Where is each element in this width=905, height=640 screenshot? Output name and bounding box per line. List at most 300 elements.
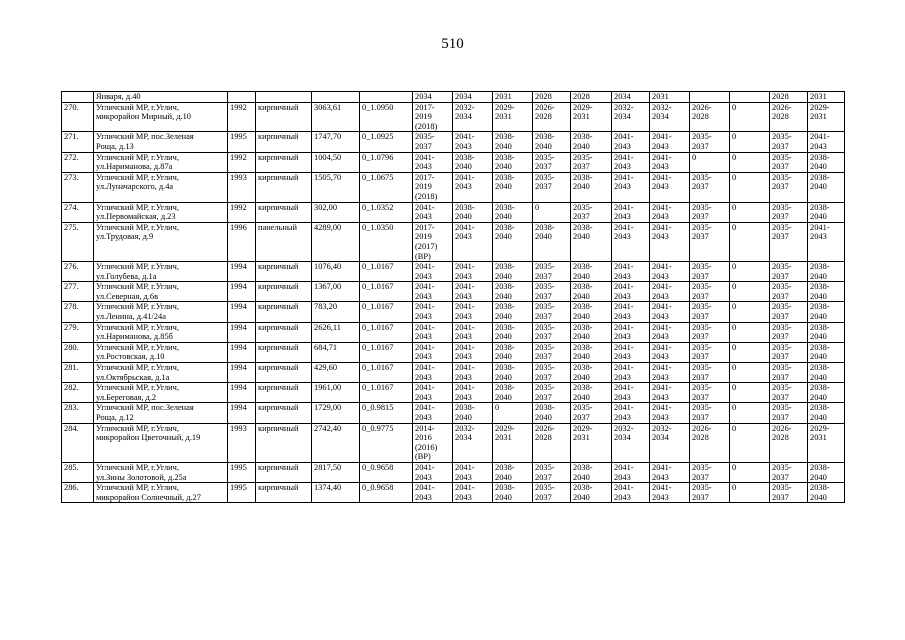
cell-period-6: 2041- 2043 — [612, 152, 650, 172]
cell-period-8: 2026- 2028 — [690, 423, 730, 462]
cell-period-11: 2041- 2043 — [808, 132, 845, 152]
cell-wall-material: кирпичный — [256, 302, 312, 322]
table-row — [62, 342, 845, 362]
cell-period-6: 2041- 2043 — [612, 383, 650, 403]
cell-period-8 — [690, 92, 730, 103]
cell-period-1: 2017- 2019 (2017) (ВР) — [413, 222, 453, 261]
cell-period-1: 2041- 2043 — [413, 322, 453, 342]
cell-period-4: 2035- 2037 — [533, 302, 571, 322]
cell-wall-material: кирпичный — [256, 282, 312, 302]
cell-row-number: 272. — [62, 152, 94, 172]
cell-period-7: 2041- 2043 — [650, 483, 690, 503]
cell-wall-material: кирпичный — [256, 483, 312, 503]
cell-period-11: 2038- 2040 — [808, 152, 845, 172]
cell-period-3: 2038- 2040 — [493, 202, 533, 222]
cell-period-11: 2038- 2040 — [808, 172, 845, 202]
cell-priority-index: 0_1.0925 — [360, 132, 413, 152]
cell-row-number: 286. — [62, 483, 94, 503]
cell-period-4: 2035- 2037 — [533, 383, 571, 403]
table-row — [62, 363, 845, 383]
cell-period-1: 2041- 2043 — [413, 383, 453, 403]
cell-period-1: 2014- 2016 (2016) (ВР) — [413, 423, 453, 462]
cell-period-11: 2041- 2043 — [808, 222, 845, 261]
cell-period-1: 2041- 2043 — [413, 152, 453, 172]
table-row — [62, 222, 845, 261]
cell-period-5: 2028 — [571, 92, 612, 103]
cell-area: 3063,61 — [312, 102, 360, 132]
cell-address: Угличский МР, г.Углич, ул.Северная, д.6в — [94, 282, 228, 302]
cell-period-4: 2035- 2037 — [533, 152, 571, 172]
cell-period-11: 2038- 2040 — [808, 363, 845, 383]
cell-priority-index: 0_1.0352 — [360, 202, 413, 222]
cell-period-5: 2038- 2040 — [571, 383, 612, 403]
cell-period-9: 0 — [730, 403, 770, 423]
cell-period-2: 2041- 2043 — [453, 322, 493, 342]
cell-period-6: 2041- 2043 — [612, 483, 650, 503]
cell-period-3: 0 — [493, 403, 533, 423]
cell-wall-material: кирпичный — [256, 322, 312, 342]
cell-build-year: 1994 — [228, 302, 256, 322]
cell-period-11: 2038- 2040 — [808, 342, 845, 362]
cell-period-7: 2041- 2043 — [650, 462, 690, 482]
cell-build-year: 1994 — [228, 322, 256, 342]
cell-address: Угличский МР, г.Углич, ул.Первомайская, д.23 — [94, 202, 228, 222]
cell-build-year: 1994 — [228, 363, 256, 383]
cell-period-8: 2035- 2037 — [690, 132, 730, 152]
cell-period-1: 2017- 2019 (2018) — [413, 172, 453, 202]
cell-period-3: 2038- 2040 — [493, 322, 533, 342]
cell-address: Угличский МР, г.Углич, ул.Октябрьская, д.1а — [94, 363, 228, 383]
cell-period-2: 2038- 2040 — [453, 403, 493, 423]
cell-period-8: 2035- 2037 — [690, 403, 730, 423]
cell-period-10: 2035- 2037 — [770, 282, 808, 302]
cell-period-2: 2041- 2043 — [453, 222, 493, 261]
cell-row-number — [62, 92, 94, 103]
cell-address: Угличский МР, г.Углич, ул.Нариманова, д.85б — [94, 322, 228, 342]
cell-period-8: 2035- 2037 — [690, 483, 730, 503]
cell-period-11: 2038- 2040 — [808, 383, 845, 403]
cell-period-6: 2041- 2043 — [612, 363, 650, 383]
cell-period-11: 2038- 2040 — [808, 403, 845, 423]
cell-period-1: 2041- 2043 — [413, 462, 453, 482]
cell-priority-index: 0_1.0350 — [360, 222, 413, 261]
cell-period-1: 2041- 2043 — [413, 302, 453, 322]
cell-period-9: 0 — [730, 322, 770, 342]
cell-area: 2817,50 — [312, 462, 360, 482]
cell-period-8: 2035- 2037 — [690, 322, 730, 342]
cell-period-2: 2041- 2043 — [453, 262, 493, 282]
cell-period-9: 0 — [730, 282, 770, 302]
table-body — [62, 92, 845, 503]
cell-period-10: 2026- 2028 — [770, 102, 808, 132]
cell-period-3: 2038- 2040 — [493, 342, 533, 362]
cell-build-year: 1993 — [228, 172, 256, 202]
cell-period-2: 2041- 2043 — [453, 363, 493, 383]
housing-register-table — [61, 91, 845, 503]
cell-wall-material: кирпичный — [256, 383, 312, 403]
cell-period-7: 2032- 2034 — [650, 423, 690, 462]
cell-period-9: 0 — [730, 483, 770, 503]
cell-period-10: 2035- 2037 — [770, 222, 808, 261]
cell-address: Угличский МР, пос.Зеленая Роща, д.13 — [94, 132, 228, 152]
cell-period-5: 2029- 2031 — [571, 423, 612, 462]
cell-period-10: 2026- 2028 — [770, 423, 808, 462]
cell-period-1: 2017- 2019 (2018) — [413, 102, 453, 132]
cell-area: 684,71 — [312, 342, 360, 362]
cell-period-8: 2035- 2037 — [690, 282, 730, 302]
cell-row-number: 281. — [62, 363, 94, 383]
cell-period-3: 2038- 2040 — [493, 483, 533, 503]
cell-wall-material: панельный — [256, 222, 312, 261]
cell-period-3: 2038- 2040 — [493, 262, 533, 282]
cell-period-7: 2041- 2043 — [650, 342, 690, 362]
cell-period-8: 2035- 2037 — [690, 342, 730, 362]
cell-period-5: 2035- 2037 — [571, 202, 612, 222]
cell-priority-index: 0_1.0167 — [360, 342, 413, 362]
table-row — [62, 262, 845, 282]
cell-period-6: 2032- 2034 — [612, 102, 650, 132]
cell-period-4: 2035- 2037 — [533, 172, 571, 202]
cell-period-1: 2041- 2043 — [413, 282, 453, 302]
cell-period-9: 0 — [730, 423, 770, 462]
cell-period-5: 2038- 2040 — [571, 483, 612, 503]
cell-row-number: 273. — [62, 172, 94, 202]
cell-area: 302,00 — [312, 202, 360, 222]
cell-period-6: 2041- 2043 — [612, 462, 650, 482]
cell-period-7: 2041- 2043 — [650, 262, 690, 282]
table-row — [62, 172, 845, 202]
cell-period-5: 2035- 2037 — [571, 152, 612, 172]
cell-period-9: 0 — [730, 302, 770, 322]
cell-wall-material: кирпичный — [256, 262, 312, 282]
cell-address: Угличский МР, г.Углич, ул.Трудовая, д.9 — [94, 222, 228, 261]
cell-period-9: 0 — [730, 172, 770, 202]
cell-period-6: 2041- 2043 — [612, 282, 650, 302]
table-row — [62, 383, 845, 403]
cell-priority-index: 0_0.9775 — [360, 423, 413, 462]
cell-period-2: 2041- 2043 — [453, 172, 493, 202]
cell-period-2: 2041- 2043 — [453, 132, 493, 152]
cell-priority-index: 0_1.0167 — [360, 262, 413, 282]
cell-period-2: 2041- 2043 — [453, 483, 493, 503]
cell-period-1: 2035- 2037 — [413, 132, 453, 152]
table-row — [62, 152, 845, 172]
cell-area: 1004,50 — [312, 152, 360, 172]
cell-build-year: 1994 — [228, 383, 256, 403]
cell-priority-index: 0_1.0950 — [360, 102, 413, 132]
cell-period-6: 2041- 2043 — [612, 262, 650, 282]
cell-period-11: 2038- 2040 — [808, 322, 845, 342]
cell-period-3: 2038- 2040 — [493, 462, 533, 482]
cell-address: Угличский МР, г.Углич, микрорайон Солнечный, д.27 — [94, 483, 228, 503]
cell-address: Угличский МР, г.Углич, ул.Голубева, д.1а — [94, 262, 228, 282]
cell-build-year: 1996 — [228, 222, 256, 261]
cell-priority-index: 0_0.9815 — [360, 403, 413, 423]
cell-address: Угличский МР, г.Углич, микрорайон Мирный, д.10 — [94, 102, 228, 132]
cell-wall-material: кирпичный — [256, 363, 312, 383]
cell-period-7: 2041- 2043 — [650, 302, 690, 322]
cell-row-number: 280. — [62, 342, 94, 362]
cell-period-11: 2029- 2031 — [808, 423, 845, 462]
table-row — [62, 483, 845, 503]
cell-period-3: 2029- 2031 — [493, 102, 533, 132]
cell-row-number: 274. — [62, 202, 94, 222]
cell-row-number: 283. — [62, 403, 94, 423]
cell-period-4: 2035- 2037 — [533, 342, 571, 362]
cell-period-4: 2035- 2037 — [533, 262, 571, 282]
cell-period-7: 2041- 2043 — [650, 322, 690, 342]
cell-period-6: 2041- 2043 — [612, 202, 650, 222]
cell-address: Угличский МР, г.Углич, ул.Луначарского, д.4а — [94, 172, 228, 202]
table-row — [62, 92, 845, 103]
cell-period-1: 2041- 2043 — [413, 483, 453, 503]
cell-period-9 — [730, 92, 770, 103]
cell-address: Угличский МР, г.Углич, микрорайон Цветочный, д.19 — [94, 423, 228, 462]
cell-period-8: 2035- 2037 — [690, 363, 730, 383]
cell-build-year: 1992 — [228, 202, 256, 222]
cell-period-9: 0 — [730, 262, 770, 282]
cell-period-3: 2038- 2040 — [493, 363, 533, 383]
cell-period-8: 2035- 2037 — [690, 172, 730, 202]
cell-address: Января, д.40 — [94, 92, 228, 103]
cell-period-4: 2038- 2040 — [533, 403, 571, 423]
cell-period-6: 2032- 2034 — [612, 423, 650, 462]
cell-period-5: 2038- 2040 — [571, 132, 612, 152]
cell-priority-index: 0_1.0167 — [360, 363, 413, 383]
cell-period-2: 2038- 2040 — [453, 202, 493, 222]
cell-period-8: 2035- 2037 — [690, 302, 730, 322]
cell-period-3: 2038- 2040 — [493, 383, 533, 403]
cell-row-number: 284. — [62, 423, 94, 462]
cell-period-2: 2041- 2043 — [453, 302, 493, 322]
cell-period-11: 2038- 2040 — [808, 462, 845, 482]
table-row — [62, 132, 845, 152]
cell-period-2: 2038- 2040 — [453, 152, 493, 172]
cell-period-8: 2035- 2037 — [690, 383, 730, 403]
cell-address: Угличский МР, г.Углич, ул.Ленина, д.41/24а — [94, 302, 228, 322]
cell-period-6: 2041- 2043 — [612, 172, 650, 202]
cell-area: 1505,70 — [312, 172, 360, 202]
cell-row-number: 282. — [62, 383, 94, 403]
table-row — [62, 302, 845, 322]
cell-wall-material — [256, 92, 312, 103]
cell-period-6: 2041- 2043 — [612, 302, 650, 322]
cell-period-4: 2038- 2040 — [533, 132, 571, 152]
table-row — [62, 462, 845, 482]
page-number: 510 — [441, 36, 464, 52]
cell-period-9: 0 — [730, 342, 770, 362]
cell-period-2: 2032- 2034 — [453, 423, 493, 462]
cell-period-4: 2035- 2037 — [533, 462, 571, 482]
cell-area: 1747,70 — [312, 132, 360, 152]
cell-priority-index: 0_1.0167 — [360, 282, 413, 302]
cell-build-year: 1994 — [228, 262, 256, 282]
cell-period-4: 2035- 2037 — [533, 322, 571, 342]
cell-row-number: 279. — [62, 322, 94, 342]
cell-build-year: 1995 — [228, 462, 256, 482]
cell-period-7: 2032- 2034 — [650, 102, 690, 132]
cell-period-7: 2031 — [650, 92, 690, 103]
table-row — [62, 102, 845, 132]
cell-period-6: 2034 — [612, 92, 650, 103]
cell-period-6: 2041- 2043 — [612, 403, 650, 423]
cell-period-10: 2035- 2037 — [770, 403, 808, 423]
cell-wall-material: кирпичный — [256, 152, 312, 172]
cell-period-7: 2041- 2043 — [650, 282, 690, 302]
cell-period-1: 2041- 2043 — [413, 403, 453, 423]
cell-period-9: 0 — [730, 102, 770, 132]
cell-priority-index — [360, 92, 413, 103]
cell-period-11: 2031 — [808, 92, 845, 103]
cell-period-5: 2038- 2040 — [571, 302, 612, 322]
cell-period-1: 2041- 2043 — [413, 202, 453, 222]
cell-period-9: 0 — [730, 132, 770, 152]
cell-period-11: 2038- 2040 — [808, 262, 845, 282]
cell-period-4: 2038- 2040 — [533, 222, 571, 261]
cell-wall-material: кирпичный — [256, 172, 312, 202]
cell-period-2: 2034 — [453, 92, 493, 103]
cell-row-number: 270. — [62, 102, 94, 132]
cell-period-9: 0 — [730, 152, 770, 172]
cell-area: 429,60 — [312, 363, 360, 383]
cell-period-3: 2038- 2040 — [493, 302, 533, 322]
cell-period-9: 0 — [730, 462, 770, 482]
cell-period-1: 2034 — [413, 92, 453, 103]
cell-wall-material: кирпичный — [256, 462, 312, 482]
cell-area: 4289,00 — [312, 222, 360, 261]
cell-wall-material: кирпичный — [256, 102, 312, 132]
cell-priority-index: 0_1.0167 — [360, 383, 413, 403]
cell-period-5: 2038- 2040 — [571, 342, 612, 362]
cell-period-4: 2028 — [533, 92, 571, 103]
cell-period-3: 2038- 2040 — [493, 132, 533, 152]
cell-period-2: 2032- 2034 — [453, 102, 493, 132]
cell-build-year: 1995 — [228, 132, 256, 152]
cell-period-10: 2035- 2037 — [770, 483, 808, 503]
cell-build-year: 1995 — [228, 483, 256, 503]
cell-period-9: 0 — [730, 383, 770, 403]
cell-wall-material: кирпичный — [256, 202, 312, 222]
cell-area: 1374,40 — [312, 483, 360, 503]
cell-period-10: 2035- 2037 — [770, 322, 808, 342]
cell-period-5: 2029- 2031 — [571, 102, 612, 132]
cell-period-5: 2038- 2040 — [571, 363, 612, 383]
cell-area — [312, 92, 360, 103]
cell-period-4: 2035- 2037 — [533, 483, 571, 503]
table-row — [62, 403, 845, 423]
cell-row-number: 276. — [62, 262, 94, 282]
cell-build-year: 1994 — [228, 403, 256, 423]
cell-address: Угличский МР, г.Углич, ул.Зины Золотовой, д.25а — [94, 462, 228, 482]
cell-period-3: 2038- 2040 — [493, 172, 533, 202]
cell-build-year — [228, 92, 256, 103]
cell-period-10: 2035- 2037 — [770, 152, 808, 172]
cell-address: Угличский МР, г.Углич, ул.Береговая, д.2 — [94, 383, 228, 403]
cell-period-8: 0 — [690, 152, 730, 172]
cell-period-1: 2041- 2043 — [413, 262, 453, 282]
cell-build-year: 1992 — [228, 102, 256, 132]
cell-row-number: 275. — [62, 222, 94, 261]
cell-period-8: 2035- 2037 — [690, 222, 730, 261]
cell-period-7: 2041- 2043 — [650, 152, 690, 172]
cell-address: Угличский МР, пос.Зеленая Роща, д.12 — [94, 403, 228, 423]
cell-period-5: 2038- 2040 — [571, 262, 612, 282]
cell-area: 783,20 — [312, 302, 360, 322]
cell-period-5: 2035- 2037 — [571, 403, 612, 423]
cell-period-10: 2035- 2037 — [770, 172, 808, 202]
cell-period-5: 2038- 2040 — [571, 222, 612, 261]
cell-period-6: 2041- 2043 — [612, 132, 650, 152]
table-row — [62, 202, 845, 222]
cell-period-1: 2041- 2043 — [413, 342, 453, 362]
cell-period-7: 2041- 2043 — [650, 363, 690, 383]
cell-period-10: 2035- 2037 — [770, 342, 808, 362]
cell-period-1: 2041- 2043 — [413, 363, 453, 383]
cell-period-4: 2035- 2037 — [533, 363, 571, 383]
cell-address: Угличский МР, г.Углич, ул.Ростовская, д.10 — [94, 342, 228, 362]
cell-period-3: 2031 — [493, 92, 533, 103]
cell-period-3: 2038- 2040 — [493, 222, 533, 261]
cell-period-10: 2028 — [770, 92, 808, 103]
cell-row-number: 285. — [62, 462, 94, 482]
cell-row-number: 278. — [62, 302, 94, 322]
cell-period-8: 2035- 2037 — [690, 462, 730, 482]
cell-wall-material: кирпичный — [256, 423, 312, 462]
cell-wall-material: кирпичный — [256, 342, 312, 362]
cell-period-7: 2041- 2043 — [650, 132, 690, 152]
cell-build-year: 1993 — [228, 423, 256, 462]
cell-period-8: 2035- 2037 — [690, 202, 730, 222]
cell-period-2: 2041- 2043 — [453, 342, 493, 362]
cell-build-year: 1992 — [228, 152, 256, 172]
cell-row-number: 271. — [62, 132, 94, 152]
cell-period-7: 2041- 2043 — [650, 202, 690, 222]
cell-wall-material: кирпичный — [256, 132, 312, 152]
cell-build-year: 1994 — [228, 282, 256, 302]
cell-period-7: 2041- 2043 — [650, 172, 690, 202]
cell-period-9: 0 — [730, 222, 770, 261]
cell-period-10: 2035- 2037 — [770, 132, 808, 152]
cell-period-11: 2038- 2040 — [808, 483, 845, 503]
cell-area: 1076,40 — [312, 262, 360, 282]
cell-period-5: 2038- 2040 — [571, 282, 612, 302]
table-row — [62, 322, 845, 342]
cell-period-2: 2041- 2043 — [453, 282, 493, 302]
cell-period-9: 0 — [730, 202, 770, 222]
cell-period-7: 2041- 2043 — [650, 383, 690, 403]
cell-period-5: 2038- 2040 — [571, 172, 612, 202]
cell-priority-index: 0_1.0167 — [360, 322, 413, 342]
cell-wall-material: кирпичный — [256, 403, 312, 423]
cell-period-10: 2035- 2037 — [770, 363, 808, 383]
cell-period-11: 2029- 2031 — [808, 102, 845, 132]
cell-period-10: 2035- 2037 — [770, 202, 808, 222]
cell-period-4: 2026- 2028 — [533, 102, 571, 132]
cell-period-11: 2038- 2040 — [808, 302, 845, 322]
cell-period-2: 2041- 2043 — [453, 383, 493, 403]
cell-period-7: 2041- 2043 — [650, 222, 690, 261]
cell-area: 1729,00 — [312, 403, 360, 423]
cell-priority-index: 0_0.9658 — [360, 483, 413, 503]
cell-period-8: 2035- 2037 — [690, 262, 730, 282]
cell-priority-index: 0_1.0167 — [360, 302, 413, 322]
cell-period-2: 2041- 2043 — [453, 462, 493, 482]
cell-period-7: 2041- 2043 — [650, 403, 690, 423]
cell-period-11: 2038- 2040 — [808, 282, 845, 302]
cell-area: 1961,00 — [312, 383, 360, 403]
cell-period-6: 2041- 2043 — [612, 322, 650, 342]
cell-period-10: 2035- 2037 — [770, 302, 808, 322]
